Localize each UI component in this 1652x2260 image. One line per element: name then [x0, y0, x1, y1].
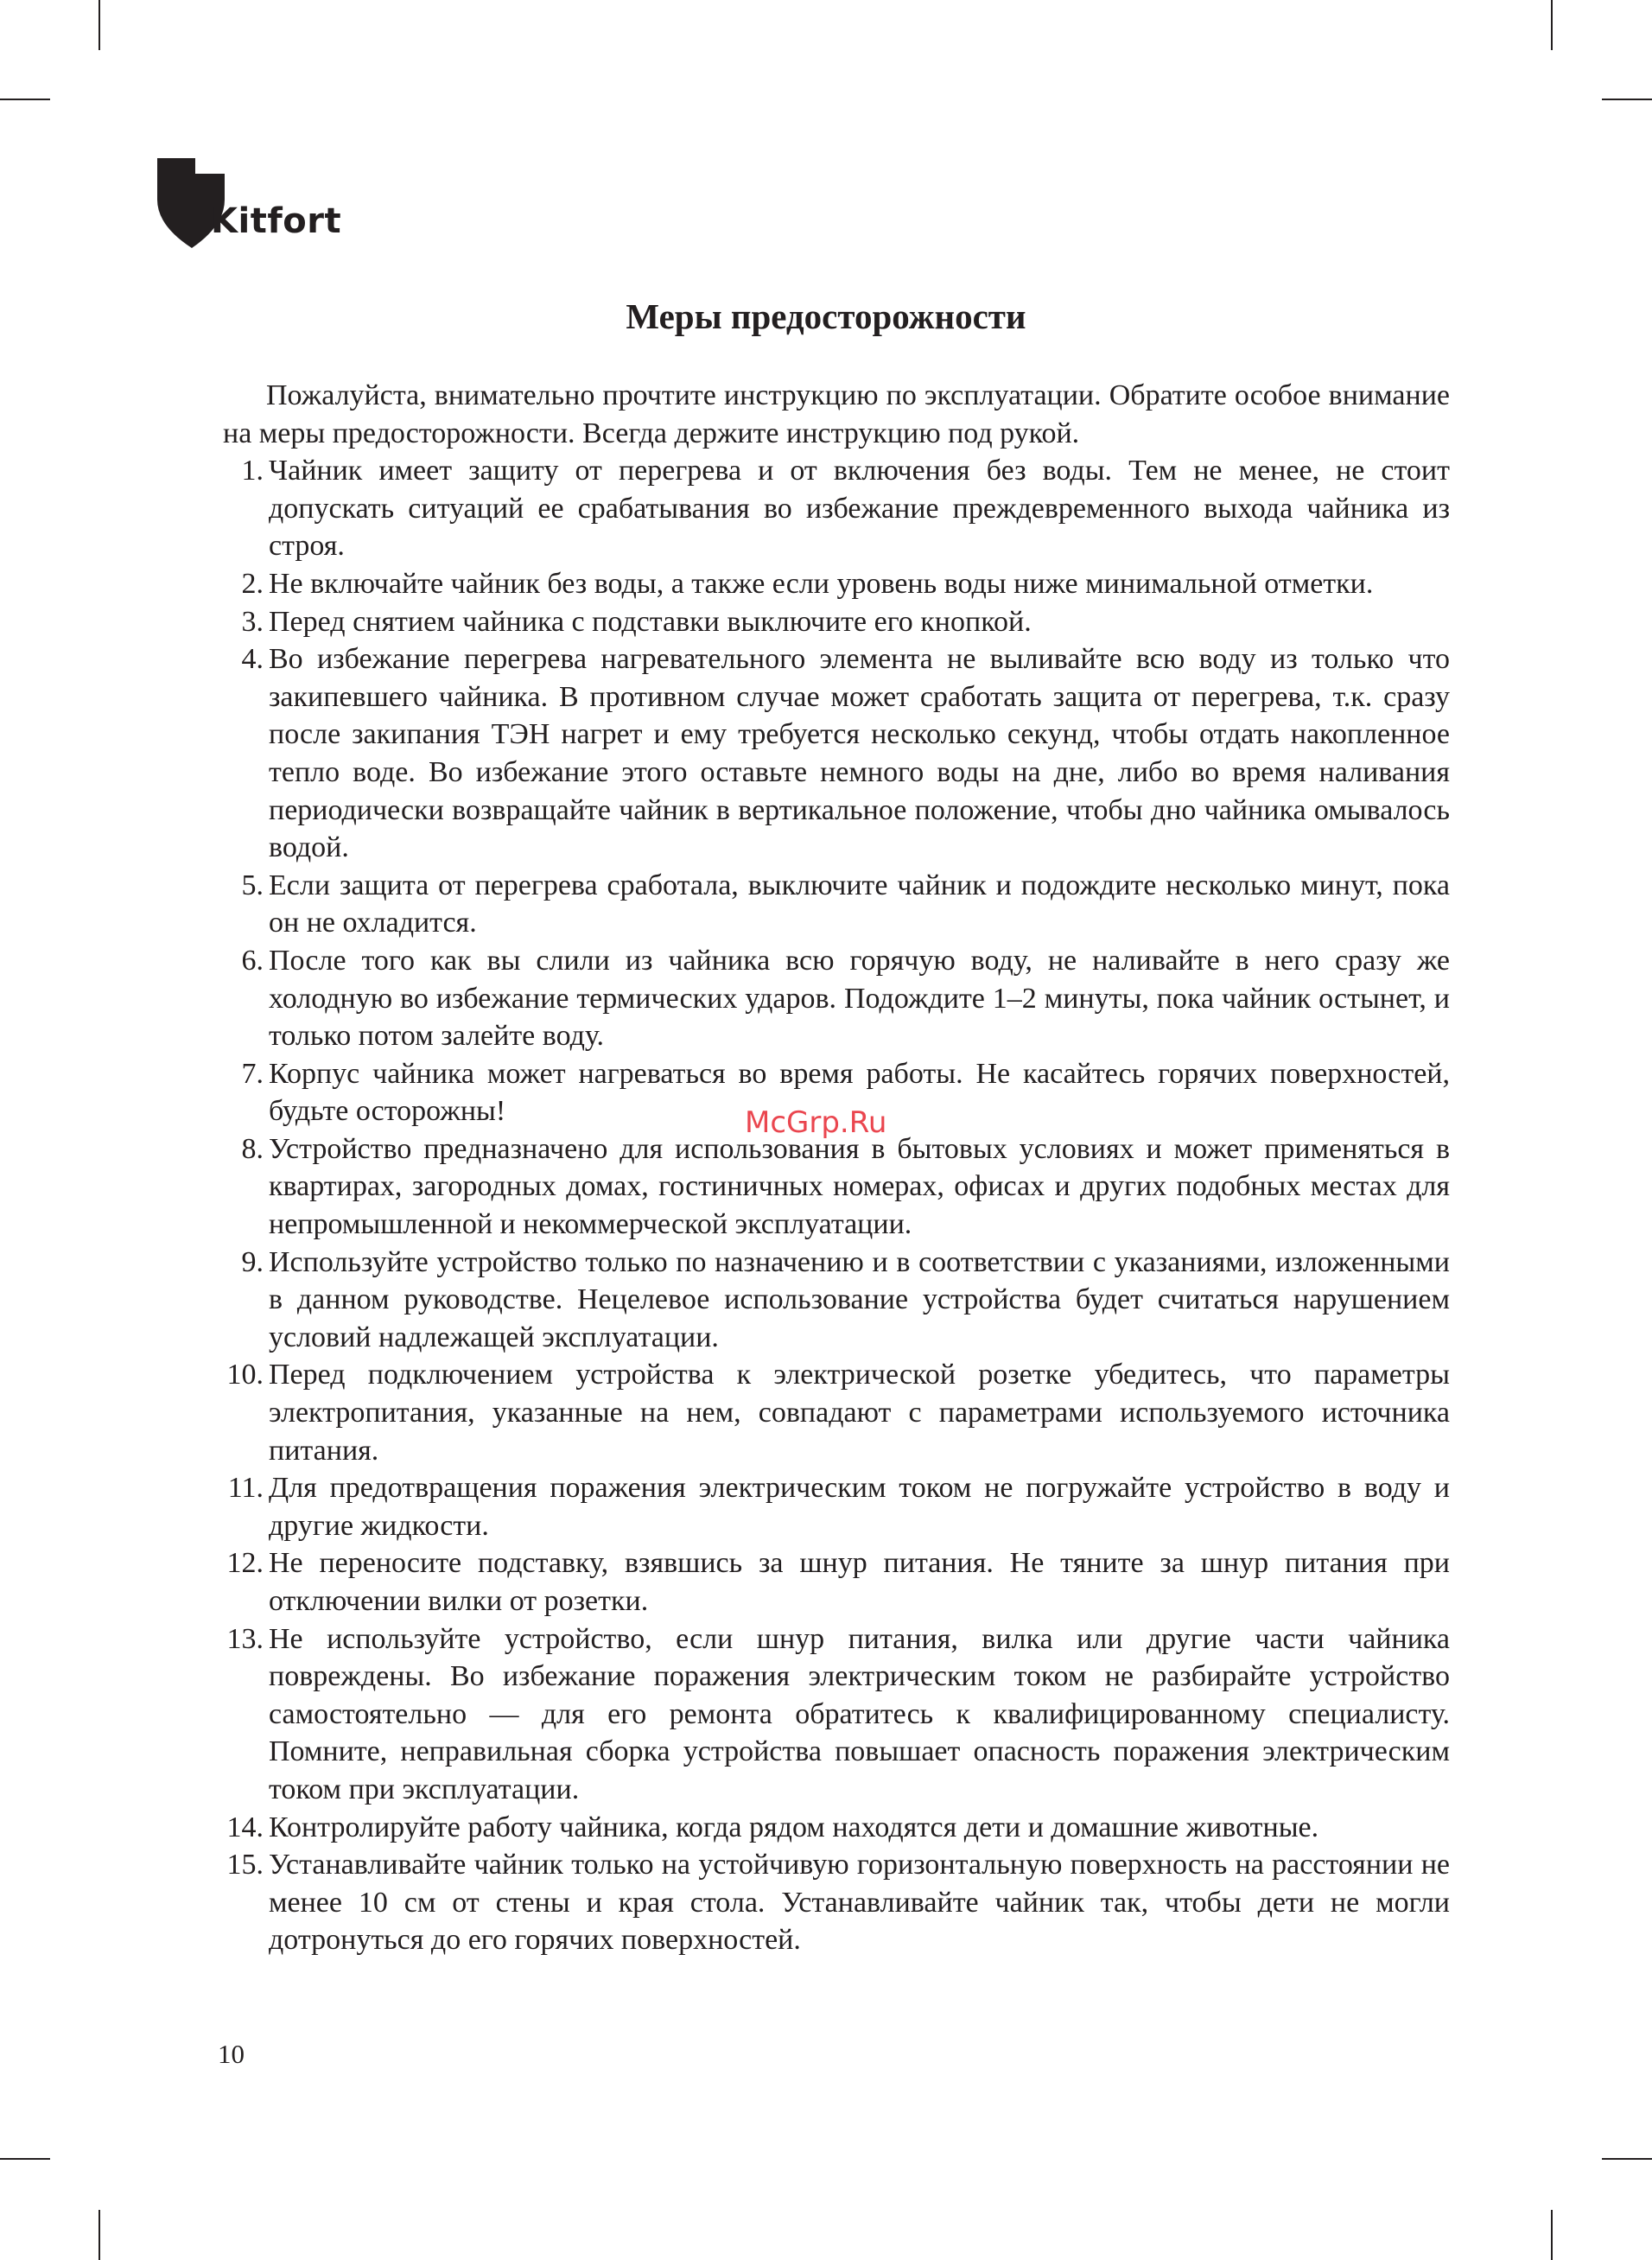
list-item — [223, 565, 1450, 603]
list-item — [223, 867, 1450, 942]
list-item-text: Если защита от перегрева сработала, выключите чайник и подождите несколько минут, пока он не охладится. — [269, 869, 1450, 939]
crop-mark — [1551, 2210, 1553, 2260]
list-item-text: Во избежание перегрева нагревательного элемента не выливайте всю воду из только что закипевшего чайника. В противном случае может сработать защита от перегрева, т.к. сразу после закипания ТЭН нагрет и ему требуется несколько секунд, чтобы отдать накопленное тепло воде. Во избежание этого оставьте немного воды на дне, либо во время наливания периодически возвращайте чайник в вертикальное положение, чтобы дно чайника омывалось водой. — [269, 643, 1450, 864]
brand-name: Kitfort — [211, 201, 342, 241]
list-item-number: 3. — [241, 605, 264, 638]
precautions-list — [223, 452, 1450, 1959]
list-item-number: 5. — [241, 869, 264, 901]
list-item-number: 13. — [226, 1622, 264, 1655]
watermark: McGrp.Ru — [745, 1105, 887, 1140]
list-item-text: Не переносите подставку, взявшись за шнур питания. Не тяните за шнур питания при отключении вилки от розетки. — [269, 1547, 1450, 1617]
page-title: Меры предосторожности — [626, 296, 1026, 336]
intro-paragraph: Пожалуйста, внимательно прочтите инструкцию по эксплуатации. Обратите особое внимание на меры предосторожности. Всегда держите инструкцию под рукой. — [223, 379, 1450, 449]
list-item — [223, 1356, 1450, 1469]
list-item — [223, 1809, 1450, 1847]
list-item-number: 7. — [241, 1057, 264, 1090]
crop-mark — [98, 0, 100, 50]
list-item — [223, 640, 1450, 867]
list-item-text: После того как вы слили из чайника всю горячую воду, не наливайте в него сразу же холодную во избежание термических ударов. Подождите 1–2 минуты, пока чайник остынет, и только потом залейте воду. — [269, 944, 1450, 1053]
list-item-text: Не включайте чайник без воды, а также если уровень воды ниже минимальной отметки. — [269, 567, 1374, 600]
list-item-text: Устанавливайте чайник только на устойчивую горизонтальную поверхность на расстоянии не менее 10 см от стены и края стола. Устанавливайте чайник так, чтобы дети не могли дотронуться до его горячих поверхностей. — [269, 1849, 1450, 1957]
list-item-text: Корпус чайника может нагреваться во время работы. Не касайтесь горячих поверхностей, будьте осторожны! — [269, 1057, 1450, 1128]
document-body — [223, 377, 1450, 1959]
list-item-number: 6. — [241, 944, 264, 977]
list-item-number: 8. — [241, 1132, 264, 1165]
list-item-text: Перед снятием чайника с подставки выключите его кнопкой. — [269, 605, 1032, 638]
list-item — [223, 1544, 1450, 1620]
list-item-number: 11. — [227, 1472, 264, 1505]
list-item-number: 15. — [226, 1849, 264, 1881]
list-item-text: Используйте устройство только по назначению и в соответствии с указаниями, изложенными в данном руководстве. Нецелевое использование устройства будет считаться нарушением условий надлежащей эксплуатации. — [269, 1245, 1450, 1353]
list-item-number: 12. — [226, 1547, 264, 1580]
list-item — [223, 1846, 1450, 1959]
list-item-number: 14. — [226, 1811, 264, 1843]
list-item-text: Чайник имеет защиту от перегрева и от включения без воды. Тем не менее, не стоит допускать ситуаций ее срабатывания во избежание преждевременного выхода чайника из строя. — [269, 455, 1450, 563]
list-item-text: Для предотвращения поражения электрическим током не погружайте устройство в воду и другие жидкости. — [269, 1472, 1450, 1542]
list-item — [223, 942, 1450, 1055]
crop-mark — [1551, 0, 1553, 50]
brand-logo — [157, 158, 347, 253]
list-item — [223, 1469, 1450, 1544]
list-item — [223, 603, 1450, 641]
list-item — [223, 1130, 1450, 1244]
list-item-number: 10. — [226, 1359, 264, 1391]
list-item-number: 4. — [241, 643, 264, 676]
list-item-number: 1. — [241, 455, 264, 487]
page-number: 10 — [218, 2039, 245, 2069]
crop-mark — [1602, 99, 1652, 100]
list-item-text: Не используйте устройство, если шнур питания, вилка или другие части чайника повреждены. Во избежание поражения электрическим током не разбирайте устройство самостоятельно — для его ремонта обратитесь к квалифицированному специалисту. Помните, неправильная сборка устройства повышает опасность поражения электрическим током при эксплуатации. — [269, 1622, 1450, 1805]
list-item-text: Перед подключением устройства к электрической розетке убедитесь, что параметры электропитания, указанные на нем, совпадают с параметрами используемого источника питания. — [269, 1359, 1450, 1467]
crop-mark — [98, 2210, 100, 2260]
crop-mark — [0, 99, 50, 100]
list-item — [223, 452, 1450, 565]
list-item-text: Устройство предназначено для использования в бытовых условиях и может применяться в квартирах, загородных домах, гостиничных номерах, офисах и других подобных местах для непромышленной и некоммерческой эксплуатации. — [269, 1132, 1450, 1241]
list-item-number: 9. — [241, 1245, 264, 1278]
list-item — [223, 1244, 1450, 1357]
list-item-number: 2. — [241, 567, 264, 600]
crop-mark — [0, 2158, 50, 2160]
list-item-text: Контролируйте работу чайника, когда рядом находятся дети и домашние животные. — [269, 1811, 1319, 1843]
crop-mark — [1602, 2158, 1652, 2160]
list-item — [223, 1620, 1450, 1809]
